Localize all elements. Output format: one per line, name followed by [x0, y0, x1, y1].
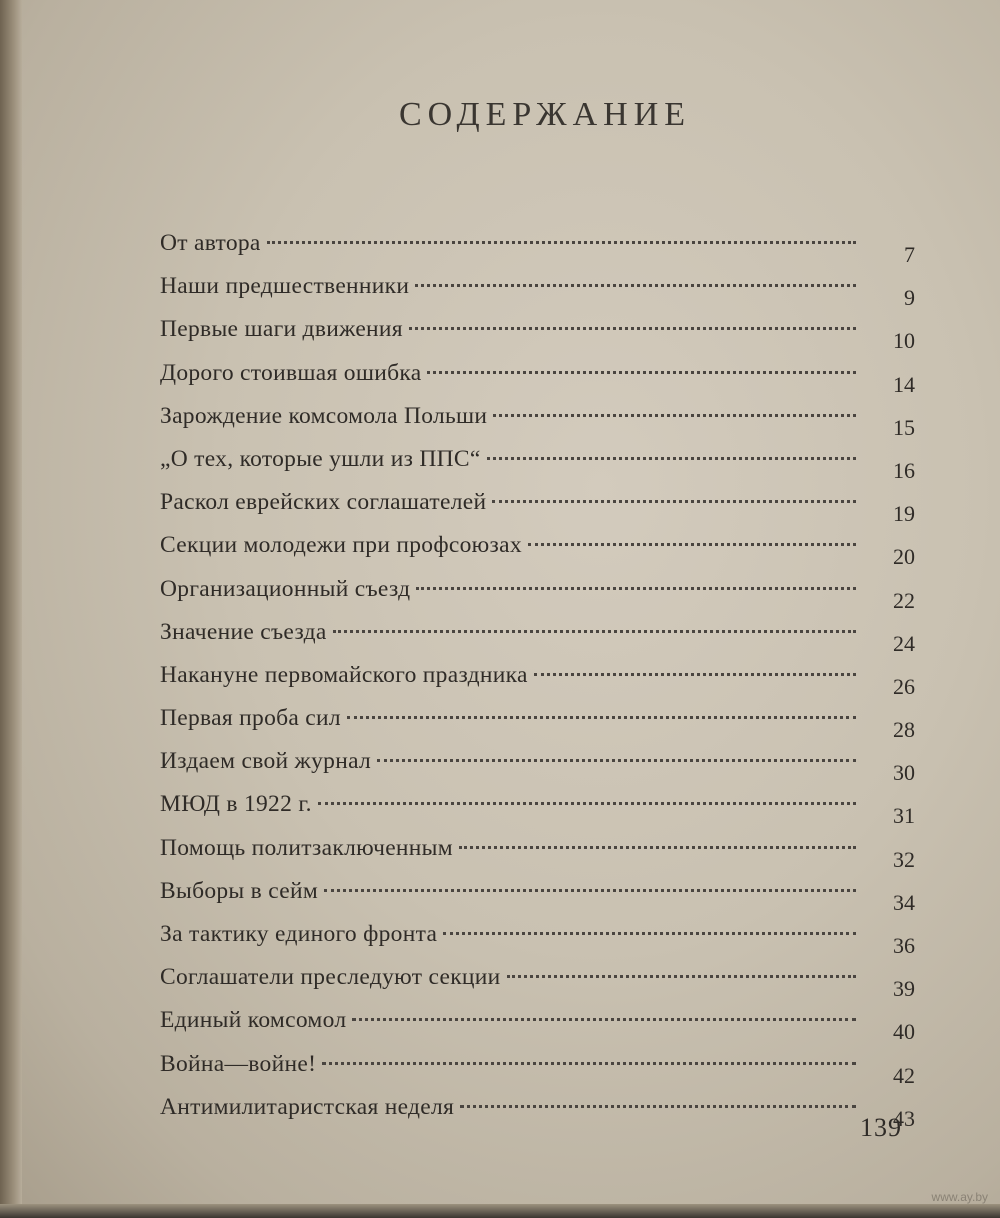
dot-leader [507, 975, 856, 978]
page-number: 139 [860, 1113, 902, 1142]
toc-entry [160, 740, 915, 786]
toc-entry [160, 222, 915, 265]
toc-entry-title: Издаем свой журнал [160, 748, 372, 775]
toc-entry-line [160, 316, 860, 343]
dot-leader [534, 673, 856, 676]
toc-entry-title: Накануне первомайского праздника [160, 661, 528, 688]
toc-entry [160, 870, 915, 913]
toc-entry [160, 1043, 915, 1086]
toc-entry-page: 32 [893, 846, 915, 872]
toc-entry [160, 654, 915, 697]
toc-entry [160, 999, 915, 1045]
toc-entry-title: Раскол еврейских соглашателей [160, 489, 487, 516]
toc-entry [160, 611, 915, 654]
toc-entry-title: Секции молодежи при профсоюзах [160, 532, 522, 559]
toc-entry-page: 42 [893, 1062, 915, 1088]
toc-entry-line [160, 230, 860, 257]
dot-leader [416, 587, 856, 590]
toc-entry-page: 7 [904, 242, 915, 267]
dot-leader [324, 889, 856, 892]
toc-entry-line [160, 964, 860, 991]
toc-entry-line [160, 532, 860, 559]
toc-entry-page: 26 [893, 673, 915, 699]
toc-entry-line [160, 748, 860, 775]
toc-entry-page: 9 [904, 285, 915, 311]
toc-entry-line [160, 446, 860, 473]
toc-entry-page: 31 [893, 803, 915, 829]
toc-entry-page: 10 [893, 328, 915, 354]
toc-entry-page: 16 [893, 457, 915, 483]
toc-entry-line [160, 1051, 860, 1078]
toc-entry-title: Наши предшественники [160, 273, 410, 300]
toc-entry-page: 19 [893, 501, 915, 527]
toc-entry [160, 697, 915, 743]
toc-entry-page: 34 [893, 889, 915, 915]
dot-leader [318, 802, 856, 805]
toc-entry-page: 40 [893, 1019, 915, 1045]
dot-leader [377, 759, 856, 762]
toc-entry [160, 956, 915, 1002]
toc-entry-title: „О тех, которые ушли из ППС“ [160, 445, 481, 472]
toc-entry-title: Зарождение комсомола Польши [160, 402, 488, 429]
toc-entry-title: Дорого стоившая ошибка [160, 359, 422, 386]
table-of-contents [160, 222, 915, 1129]
dot-leader [267, 241, 856, 244]
toc-entry-title: Первые шаги движения [160, 316, 403, 343]
toc-entry-line [160, 1094, 860, 1121]
toc-entry-line [160, 576, 860, 603]
toc-entry-line [160, 403, 860, 430]
toc-entry-title: Война—войне! [160, 1050, 317, 1077]
toc-entry-line [160, 878, 860, 905]
toc-entry [160, 913, 915, 956]
toc-entry [160, 1086, 915, 1129]
dot-leader [347, 716, 856, 719]
toc-entry [160, 783, 915, 829]
toc-entry [160, 524, 915, 570]
toc-entry-line [160, 921, 860, 948]
dot-leader [322, 1062, 856, 1065]
toc-entry-title: Выборы в сейм [160, 877, 319, 904]
toc-entry [160, 308, 915, 354]
book-spine-shadow [0, 0, 22, 1218]
toc-entry-line [160, 1007, 860, 1034]
toc-entry-line [160, 791, 860, 818]
dot-leader [487, 457, 856, 460]
toc-entry [160, 568, 915, 611]
dot-leader [443, 932, 856, 935]
dot-leader [409, 327, 856, 330]
toc-entry-title: Организационный съезд [160, 575, 411, 602]
dot-leader [492, 500, 856, 503]
toc-entry-page: 15 [893, 414, 915, 440]
toc-entry-page: 30 [893, 760, 915, 786]
toc-entry-page: 36 [893, 933, 915, 958]
dot-leader [493, 414, 856, 417]
toc-entry [160, 481, 915, 527]
toc-entry-page: 39 [893, 976, 915, 1002]
toc-entry-line [160, 705, 860, 732]
toc-entry-title: Помощь политзаключенным [160, 834, 453, 861]
toc-entry-line [160, 360, 860, 387]
toc-entry-page: 24 [893, 630, 915, 656]
toc-entry-page: 28 [893, 717, 915, 743]
toc-entry-page: 43 [893, 1105, 915, 1131]
toc-entry-page: 20 [893, 544, 915, 570]
toc-entry [160, 827, 915, 870]
toc-entry [160, 352, 915, 395]
book-bottom-edge [0, 1204, 1000, 1218]
dot-leader [460, 1105, 856, 1108]
toc-entry-line [160, 662, 860, 689]
toc-entry [160, 265, 915, 311]
toc-entry-title: Единый комсомол [160, 1007, 347, 1034]
toc-entry-line [160, 489, 860, 516]
dot-leader [459, 846, 856, 849]
toc-entry-page: 14 [893, 371, 915, 397]
toc-entry-page: 22 [893, 587, 915, 613]
toc-entry-title: За тактику единого фронта [160, 921, 438, 947]
toc-entry-line [160, 273, 860, 300]
toc-entry-title: Первая проба сил [160, 705, 341, 732]
watermark: www.ay.by [931, 1190, 988, 1204]
toc-entry-title: Соглашатели преследуют секции [160, 964, 501, 991]
toc-entry-title: Антимилитаристская неделя [160, 1093, 455, 1120]
dot-leader [352, 1018, 856, 1021]
dot-leader [427, 371, 856, 374]
toc-entry-line [160, 619, 860, 646]
toc-entry [160, 438, 915, 481]
toc-entry [160, 395, 915, 438]
dot-leader [528, 543, 856, 546]
dot-leader [333, 630, 856, 633]
toc-entry-title: МЮД в 1922 г. [160, 791, 312, 818]
toc-entry-title: От автора [160, 230, 261, 256]
toc-entry-line [160, 835, 860, 862]
toc-entry-title: Значение съезда [160, 618, 327, 645]
page-title: СОДЕРЖАНИЕ [398, 96, 692, 133]
dot-leader [415, 284, 856, 287]
